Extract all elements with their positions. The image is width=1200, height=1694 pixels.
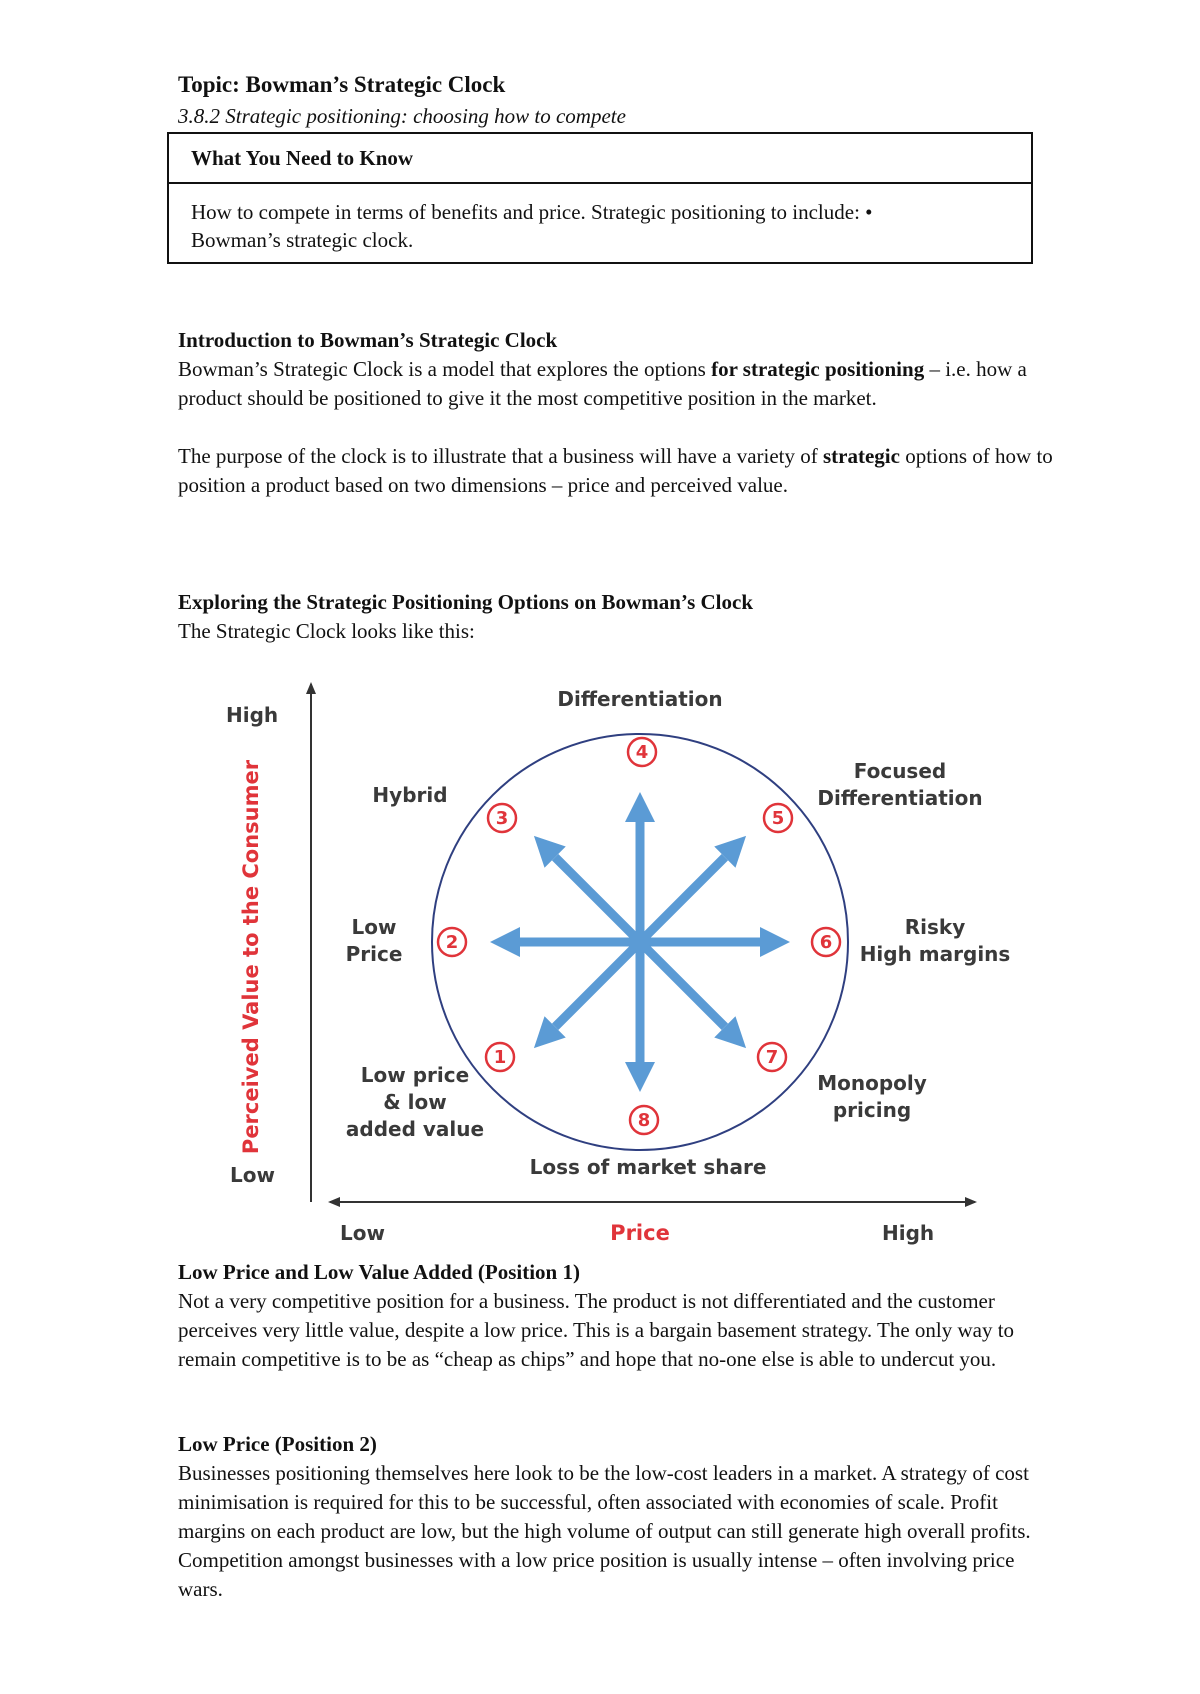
position-badge-2 [438, 928, 466, 956]
position-number-3: 3 [495, 808, 509, 829]
arrow-head-6 [760, 927, 790, 957]
position-label-line: Differentiation [817, 786, 983, 810]
position-badge-4 [628, 738, 656, 766]
arrow-shaft-1 [555, 942, 640, 1027]
y-axis-high-label: High [226, 703, 279, 727]
position-badge-6 [812, 928, 840, 956]
exploring-section [178, 588, 1058, 646]
intro-paragraph-1 [178, 355, 1058, 413]
position-badge-7 [758, 1043, 786, 1071]
position-label-line: Monopoly [817, 1071, 927, 1095]
position-label-line: Hybrid [372, 783, 448, 807]
clock-arrows [490, 792, 790, 1092]
arrow-head-2 [490, 927, 520, 957]
page-subtitle: 3.8.2 Strategic positioning: choosing how to compete [178, 104, 626, 128]
position-badge-3 [488, 804, 516, 832]
position-label-line: Low price [360, 1063, 470, 1087]
position-label-8 [530, 1155, 767, 1179]
intro-p1-bold: for strategic positioning [711, 357, 925, 381]
position-label-line: Loss of market share [529, 1155, 767, 1179]
position-label-line: Risky [904, 915, 966, 939]
position-label-line: & low [383, 1090, 447, 1114]
position-label-line: Differentiation [557, 687, 723, 711]
position-badge-8 [630, 1106, 658, 1134]
position-label-3 [372, 783, 447, 807]
need-to-know-box [167, 132, 1033, 264]
position1-section [178, 1258, 1058, 1374]
position-label-line: Low [351, 915, 397, 939]
position-number-5: 5 [771, 808, 785, 829]
exploring-heading: Exploring the Strategic Positioning Options on Bowman’s Clock [178, 590, 754, 614]
position-number-6: 6 [819, 932, 833, 953]
page-title: Topic: Bowman’s Strategic Clock [178, 72, 506, 97]
position-label-line: added value [345, 1117, 485, 1141]
x-axis-high-label: High [882, 1221, 935, 1245]
position-number-2: 2 [445, 932, 459, 953]
position-badge-5 [764, 804, 792, 832]
position-number-4: 4 [635, 742, 649, 763]
arrow-shaft-3 [555, 857, 640, 942]
position-label-line: Focused [853, 759, 947, 783]
position-label-4 [557, 687, 722, 711]
intro-p2-end: options of how to position a product based on two dimensions – price and perceived value. [178, 444, 1053, 497]
position-label-6 [860, 915, 1011, 966]
arrow-shaft-5 [640, 857, 725, 942]
arrow-head-8 [625, 1062, 655, 1092]
strategic-clock-diagram [0, 672, 1200, 1252]
intro-section [178, 326, 1058, 500]
need-to-know-heading: What You Need to Know [169, 134, 1031, 184]
intro-p1-end: – i.e. how a product should be positioned to give it the most competitive position in the market. [178, 357, 1027, 410]
position2-heading: Low Price (Position 2) [178, 1432, 377, 1456]
position-label-2 [346, 915, 403, 966]
position-label-line: pricing [832, 1098, 912, 1122]
y-axis-title: Perceived Value to the Consumer [239, 759, 263, 1155]
x-axis-low-label: Low [340, 1221, 385, 1245]
x-axis-title: Price [610, 1221, 670, 1245]
intro-heading: Introduction to Bowman’s Strategic Clock [178, 328, 558, 352]
y-axis-low-label: Low [230, 1163, 275, 1187]
intro-p2-bold: strategic [823, 444, 900, 468]
intro-p2-start: The purpose of the clock is to illustrate that a business will have a variety of [178, 444, 823, 468]
position1-heading: Low Price and Low Value Added (Position 1) [178, 1260, 580, 1284]
position-label-line: Price [345, 942, 403, 966]
arrow-head-4 [625, 792, 655, 822]
position-label-1 [346, 1063, 484, 1141]
position-label-line: High margins [859, 942, 1011, 966]
position1-text: Not a very competitive position for a business. The product is not differentiated and the customer perceives very little value, despite a low price. This is a bargain basement strategy. The only way to remain competitive is to be as “cheap as chips” and hope that no-one else is able to undercut you. [178, 1289, 1015, 1371]
exploring-text: The Strategic Clock looks like this: [178, 619, 475, 643]
intro-p1-start: Bowman’s Strategic Clock is a model that explores the options [178, 357, 712, 381]
position-number-8: 8 [637, 1110, 651, 1131]
position-badge-1 [486, 1043, 514, 1071]
arrow-shaft-7 [640, 942, 725, 1027]
need-to-know-body: How to compete in terms of benefits and price. Strategic positioning to include: • Bowman’s strategic clock. [191, 200, 873, 252]
position2-section [178, 1430, 1058, 1604]
position-number-7: 7 [765, 1047, 779, 1068]
position2-text: Businesses positioning themselves here look to be the low-cost leaders in a market. A strategy of cost minimisation is required for this to be successful, often associated with economies of scale. Profit margins on each product are low, but the high volume of output can still generate high overall profits. Competition amongst businesses with a low price position is usually intense – often involving price wars. [178, 1461, 1031, 1601]
position-label-7 [817, 1071, 927, 1122]
position-label-5 [817, 759, 982, 810]
intro-paragraph-2 [178, 442, 1058, 500]
position-number-1: 1 [493, 1047, 507, 1068]
